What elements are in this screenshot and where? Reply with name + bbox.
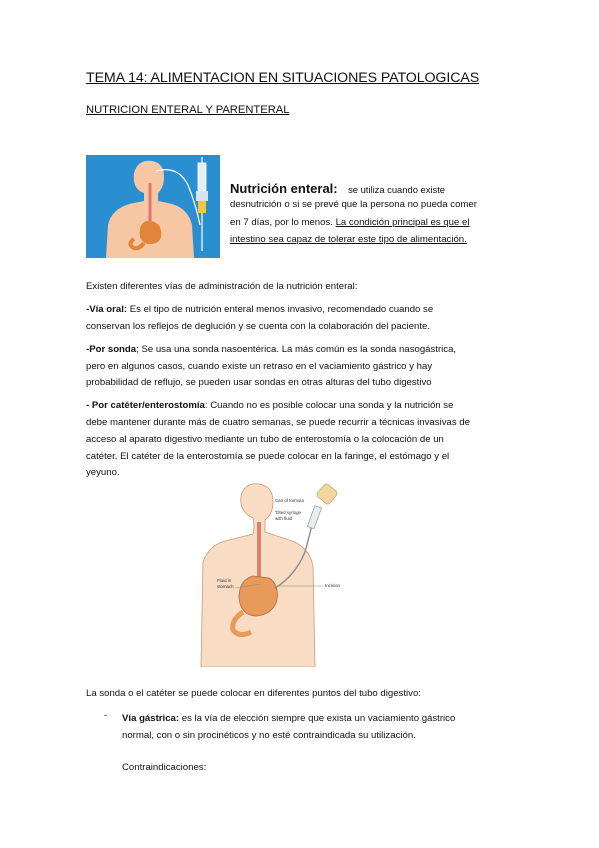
label-fluid2: stomach [217,584,234,589]
nutricion-enteral-line3 [230,214,469,231]
cateter-line2: debe mantener durante más de cuatro semanas, se puede recurrir a técnicas invasivas de [86,417,470,428]
nasogastric-tube-illustration [86,155,220,258]
via-gastrica-label: Vía gástrica: [122,713,180,724]
por-sonda-label: -Por sonda [86,344,137,355]
por-sonda-line3: probabilidad de reflujo, se pueden usar sondas en otras alturas del tubo digestivo [86,377,432,388]
nutricion-enteral-title: Nutrición enteral: [230,181,338,196]
via-oral-label: -Vía oral: [86,304,128,315]
cateter-text: : Cuando no es posible colocar una sonda y la nutrición se [204,400,454,411]
cateter-label: - Por catéter/enterostomía [86,400,205,411]
nutricion-enteral-line1: se utiliza cuando existe [348,184,446,195]
por-sonda-line1 [86,341,456,358]
nutricion-enteral-line4: intestino sea capaz de tolerar este tipo de alimentación. [230,234,467,245]
line3-underlined: La condición principal es que el [335,217,470,228]
label-can: Can of formula [275,498,304,503]
via-gastrica-text: es la vía de elección siempre que exista un vaciamiento gástrico [179,713,456,724]
label-fluid1: Fluid in [217,578,232,583]
por-sonda-text: ; Se usa una sonda nasoentérica. La más común es la sonda nasogástrica, [136,344,457,355]
label-incision: Incision [325,583,340,588]
cateter-line5: yeyuno. [86,467,120,478]
section-subtitle: NUTRICION ENTERAL Y PARENTERAL [86,104,290,116]
via-oral-text: Es el tipo de nutrición enteral menos invasivo, recomendado cuando se [127,304,434,315]
via-oral-line2: conservan los reflejos de deglución y se cuenta con la colaboración del paciente. [86,321,430,332]
cateter-line4: catéter. El catéter de la enterostomía se puede colocar en la faringe, el estómago y el [86,451,450,462]
label-syringe1: Tilted syringe [275,510,301,515]
cateter-line3: acceso al aparato digestivo mediante un tubo de enterostomía o la colocación de un [86,434,444,445]
bullet-dash: - [104,710,108,721]
por-sonda-line2: pero en algunos casos, cuando existe un retraso en el vaciamiento gástrico y hay [86,361,433,372]
contraindicaciones-heading: Contraindicaciones: [122,762,207,773]
label-syringe2: with fluid [275,516,293,521]
via-gastrica-line2: normal, con o sin procinéticos y no esté contraindicada su utilización. [122,730,416,741]
via-gastrica-line1 [122,710,455,727]
cateter-line1 [86,397,453,414]
nutricion-enteral-line2: desnutrición o si se prevé que la persona no pueda comer [230,199,477,210]
via-oral-line1 [86,301,433,318]
line3-plain: en 7 días, por lo menos. [230,217,336,228]
sonda-puntos: La sonda o el catéter se puede colocar en diferentes puntos del tubo digestivo: [86,688,421,699]
gastrostomy-illustration [195,482,390,667]
page-title: TEMA 14: ALIMENTACION EN SITUACIONES PATOLOGICAS [86,70,480,86]
vias-intro: Existen diferentes vías de administración de la nutrición enteral: [86,281,358,292]
